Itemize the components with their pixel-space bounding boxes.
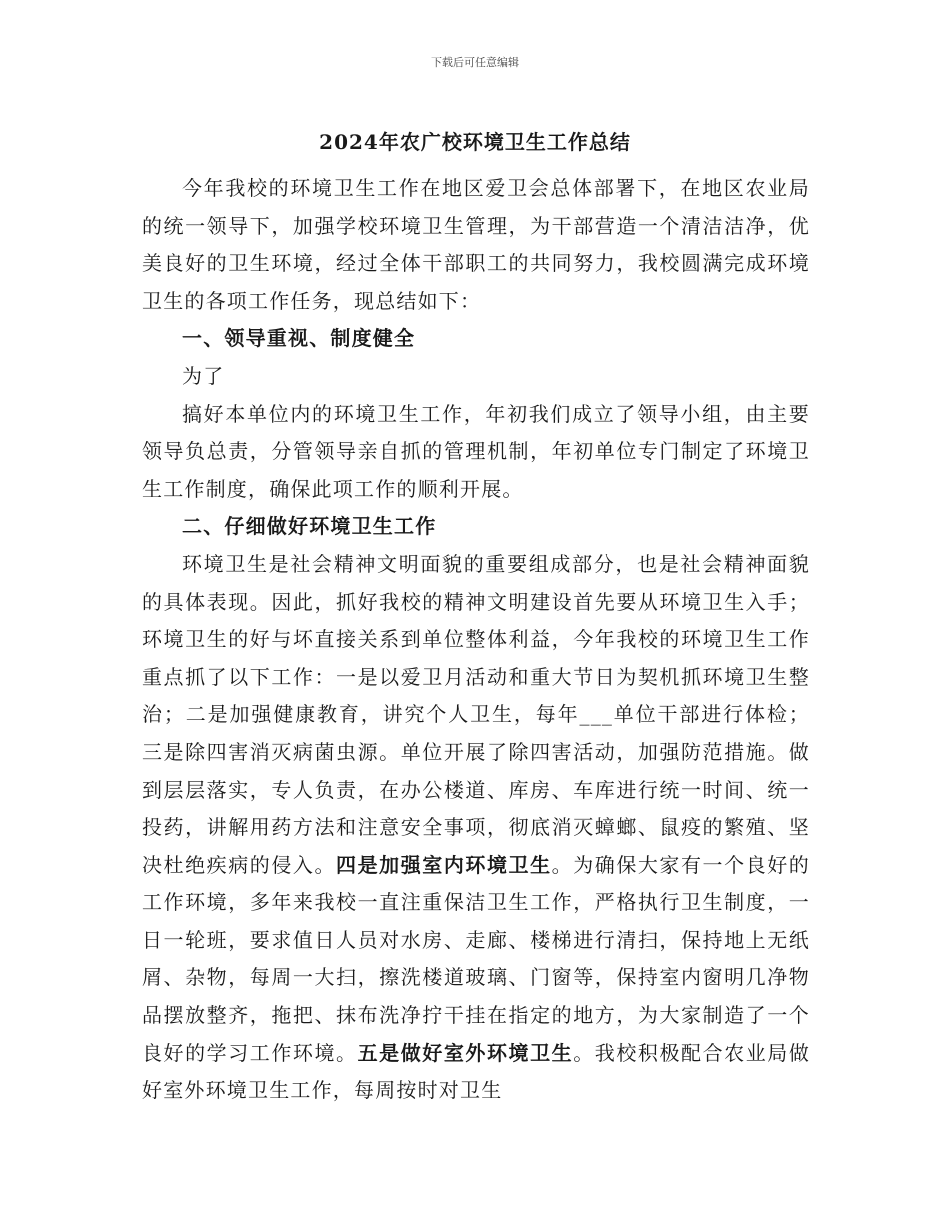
section1-heading: 一、领导重视、制度健全	[182, 326, 416, 351]
section2-paragraph	[142, 546, 810, 1110]
section2-text-part3: 。我校积极配合农业局做好室外环境卫生工作，每周按时对卫生	[142, 1040, 811, 1103]
intro-paragraph: 今年我校的环境卫生工作在地区爱卫会总体部署下，在地区农业局的统一领导下，加强学校环境卫生管理，为干部营造一个清洁洁净，优美良好的卫生环境，经过全体干部职工的共同努力，我校圆满完成环境卫生的各项工作任务，现总结如下：	[142, 176, 810, 313]
document-title: 2024年农广校环境卫生工作总结	[319, 130, 631, 154]
section2-text-part1: 环境卫生是社会精神文明面貌的重要组成部分，也是社会精神面貌的具体表现。因此，抓好我校的精神文明建设首先要从环境卫生入手；环境卫生的好与坏直接关系到单位整体利益，今年我校的环境卫生工作重点抓了以下工作：一是以爱卫月活动和重大节日为契机抓环境卫生整治；二是加强健康教育，讲究个人卫生，每年___单位干部进行体检；三是除四害消灭病菌虫源。单位开展了除四害活动，加强防范措施。做到层层落实，专人负责，在办公楼道、库房、车库进行统一时间、统一投药，讲解用药方法和注意安全事项，彻底消灭蟑螂、鼠疫的繁殖、坚决杜绝疾病的侵入。	[142, 551, 810, 877]
page-header-note: 下载后可任意编辑	[431, 56, 519, 69]
section2-bold-item4: 四是加强室内环境卫生	[336, 852, 552, 877]
document-body	[142, 170, 810, 1110]
section2-bold-item5: 五是做好室外环境卫生	[357, 1040, 574, 1065]
section2-heading: 二、仔细做好环境卫生工作	[182, 514, 437, 539]
section2-text-part2: 。为确保大家有一个良好的工作环境，多年来我校一直注重保洁卫生工作，严格执行卫生制度，一日一轮班，要求值日人员对水房、走廊、楼梯进行清扫，保持地上无纸屑、杂物，每周一大扫，擦洗楼道玻璃、门窗等，保持室内窗明几净物品摆放整齐，拖把、抹布洗净拧干挂在指定的地方，为大家制造了一个良好的学习工作环境。	[142, 852, 810, 1065]
section1-paragraph-1: 为了	[182, 363, 225, 388]
section1-paragraph-2: 搞好本单位内的环境卫生工作，年初我们成立了领导小组，由主要领导负总责，分管领导亲自抓的管理机制，年初单位专门制定了环境卫生工作制度，确保此项工作的顺利开展。	[142, 401, 810, 501]
